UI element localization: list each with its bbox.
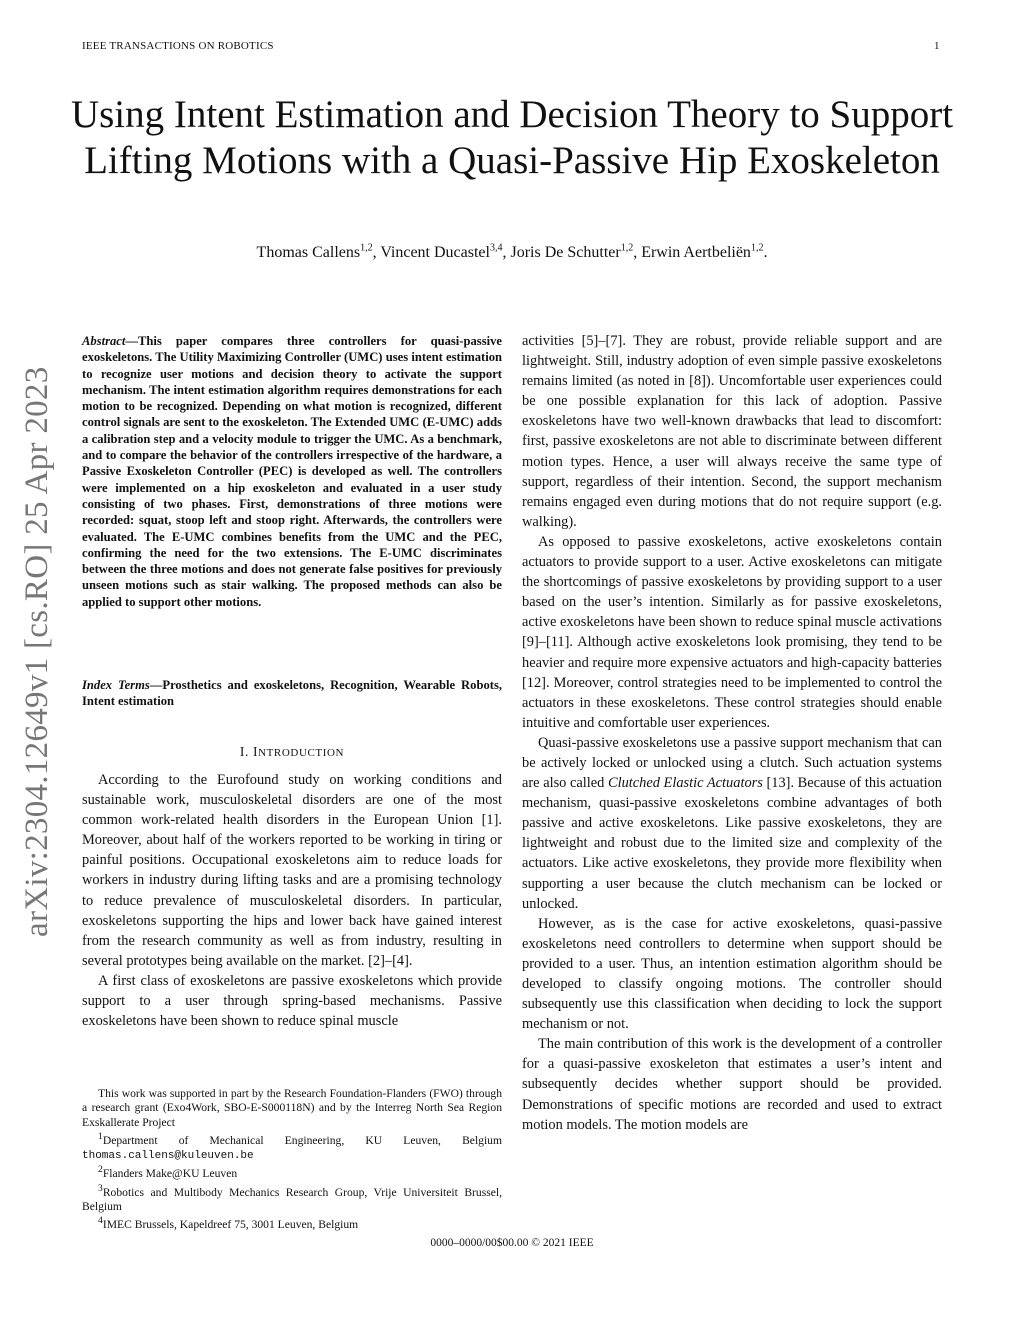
author: Thomas Callens$^{1,2}$,	[256, 243, 381, 262]
paragraph: A first class of exoskeletons are passive exoskeletons which provide support to a user through spring-based mechanisms. Passive exoskeletons have been shown to reduce spinal muscle	[82, 972, 502, 1030]
paragraph: activities [5]–[7]. They are robust, provide reliable support and are lightweight. Still, industry adoption of even simple passive exoskeletons remains limited (as noted in [8]). Uncomfortable user experiences could be one possible explanation for this lack of adoption. Passive exoskeletons have two well-known drawbacks that lead to discomfort: first, passive exoskeletons are not able to discriminate between different motion types. Hence, a user will always receive the same type of support, regardless of their intention. Second, the support mechanism remains engaged even during motions that do not require support (e.g. walking).	[522, 333, 942, 530]
funding-note: This work was supported in part by the Research Foundation-Flanders (FWO) through a research grant (Exo4Work, SBO-E-S000118N) and by the Interreg North Sea Region Exskallerate Project	[82, 1087, 502, 1129]
author-list	[60, 243, 964, 262]
author: Erwin Aertbeliën$^{1,2}$.	[641, 243, 768, 262]
right-column-body	[522, 331, 942, 1135]
paragraph: However, as is the case for active exoskeletons, quasi-passive exoskeletons need controllers to determine when support should be provided to a user. Thus, an intention estimation algorithm should be developed to classify ongoing motions. The controller should subsequently use this classification when deciding to lock the support mechanism or not.	[522, 915, 942, 1033]
email-link[interactable]: thomas.callens@kuleuven.be	[82, 1150, 254, 1163]
arxiv-stamp: arXiv:2304.12649v1 [cs.RO] 25 Apr 2023	[19, 366, 55, 937]
left-column-body	[82, 770, 502, 1031]
section-heading: I. INTRODUCTION	[239, 744, 345, 759]
affiliation-1: $^1$Department of Mechanical Engineering, KU Leuven, Belgium thomas.callens@kuleuven.be	[82, 1130, 502, 1163]
index-terms-text: Prosthetics and exoskeletons, Recognition, Wearable Robots, Intent estimation	[82, 678, 502, 709]
abstract-text: This paper compares three controllers for quasi-passive exoskeletons. The Utility Maximizing Controller (UMC) uses intent estimation to recognize user motions and decision theory to activate the support mechanism. The intent estimation algorithm requires demonstrations for each motion to be recognized. Depending on what motion is recognized, different control signals are sent to the exoskeleton. The Extended UMC (E-UMC) adds a calibration step and a velocity module to trigger the UMC. As a benchmark, and to compare the behavior of the controllers irrespective of the hardware, a Passive Exoskeleton Controller (PEC) is developed as well. The controllers were implemented on a hip exoskeleton and evaluated in a user study consisting of two phases. First, demonstrations of three motions were recorded: squat, stoop left and stoop right. Afterwards, the controllers were evaluated. The E-UMC combines benefits from the UMC and the PEC, confirming the need for the two extensions. The E-UMC discriminates between the three motions and does not generate false positives for previously unseen motions such as stair walking. The proposed methods can also be applied to support other motions.	[82, 334, 502, 609]
paragraph: As opposed to passive exoskeletons, active exoskeletons contain actuators to provide support to a user. Active exoskeletons can mitigate the shortcomings of passive exoskeletons by providing support to a user based on the user’s intention. Similarly as for passive exoskeletons, active exoskeletons have been shown to reduce spinal muscle activations [9]–[11]. Although active exoskeletons look promising, they tend to be heavier and require more expensive actuators and high-capacity batteries [12]. Moreover, control strategies need to be implemented to control the actuators in these exoskeletons. These control strategies should enable intuitive and comfortable user experiences.	[522, 533, 942, 731]
section-title: INTRODUCTION	[252, 744, 345, 759]
affiliation-4: $^4$IMEC Brussels, Kapeldreef 75, 3001 Leuven, Belgium	[98, 1214, 359, 1231]
author: Joris De Schutter$^{1,2}$,	[510, 243, 642, 262]
running-header: IEEE TRANSACTIONS ON ROBOTICS	[82, 40, 274, 52]
paper-title: Using Intent Estimation and Decision Theory to Support Lifting Motions with a Quasi-Passive Hip Exoskeleton	[70, 93, 954, 182]
footnotes	[82, 1087, 502, 1232]
affiliation-3: $^3$Robotics and Multibody Mechanics Research Group, Vrije Universiteit Brussel, Belgium	[82, 1182, 502, 1213]
index-terms: Index Terms—Prosthetics and exoskeletons, Recognition, Wearable Robots, Intent estimation	[82, 678, 502, 709]
abstract: Abstract—This paper compares three controllers for quasi-passive exoskeletons. The Utility Maximizing Controller (UMC) uses intent estimation to recognize user motions and decision theory to activate the support mechanism. The intent estimation algorithm requires demonstrations for each motion to be recognized. Depending on what motion is recognized, different control signals are sent to the exoskeleton. The Extended UMC (E-UMC) adds a calibration step and a velocity module to trigger the UMC. As a benchmark, and to compare the behavior of the controllers irrespective of the hardware, a Passive Exoskeleton Controller (PEC) is developed as well. The controllers were implemented on a hip exoskeleton and evaluated in a user study consisting of two phases. First, demonstrations of three motions were recorded: squat, stoop left and stoop right. Afterwards, the controllers were evaluated. The E-UMC combines benefits from the UMC and the PEC, confirming the need for the two extensions. The E-UMC discriminates between the three motions and does not generate false positives for previously unseen motions such as stair walking. The proposed methods can also be applied to support other motions.	[82, 334, 502, 609]
author: Vincent Ducastel$^{3,4}$,	[380, 243, 511, 262]
paragraph: The main contribution of this work is the development of a controller for a quasi-passive exoskeleton that estimates a user’s intent and subsequently decides whether support should be provided. Demonstrations of specific motions are recorded and used to extract motion models. The motion models are	[522, 1036, 942, 1133]
abstract-label: Abstract	[82, 334, 126, 348]
affiliation-2: $^2$Flanders Make@KU Leuven	[98, 1164, 238, 1181]
copyright-footer: 0000–0000/00$00.00 © 2021 IEEE	[430, 1237, 594, 1249]
paragraph: Quasi-passive exoskeletons use a passive support mechanism that can be actively locked or unlocked using a clutch. Such actuation systems are also called Clutched Elastic Actuators [13]. Because of this actuation mechanism, quasi-passive exoskeletons combine advantages of both passive and active exoskeletons. Like passive exoskeletons, they are lightweight and robust due to the limited size and complexity of the actuators. Like active exoskeletons, they provide more flexibility when supporting a user because the clutch mechanism can be locked or unlocked.	[522, 734, 942, 912]
emphasis: Clutched Elastic Actuators	[607, 775, 763, 792]
page-number: 1	[934, 40, 940, 52]
index-terms-label: Index Terms	[82, 678, 150, 692]
paragraph: According to the Eurofound study on working conditions and sustainable work, musculoskeletal disorders are one of the most common work-related health disorders in the European Union [1]. Moreover, about half of the workers reported to be working in tiring or painful positions. Occupational exoskeletons aim to reduce loads for workers in industry during lifting tasks and are a promising technology to reduce prevalence of musculoskeletal disorders. In particular, exoskeletons supporting the hips and lower back have gained interest from the research community as well as from industry, resulting in several prototypes being available on the market. [2]–[4].	[82, 772, 502, 969]
